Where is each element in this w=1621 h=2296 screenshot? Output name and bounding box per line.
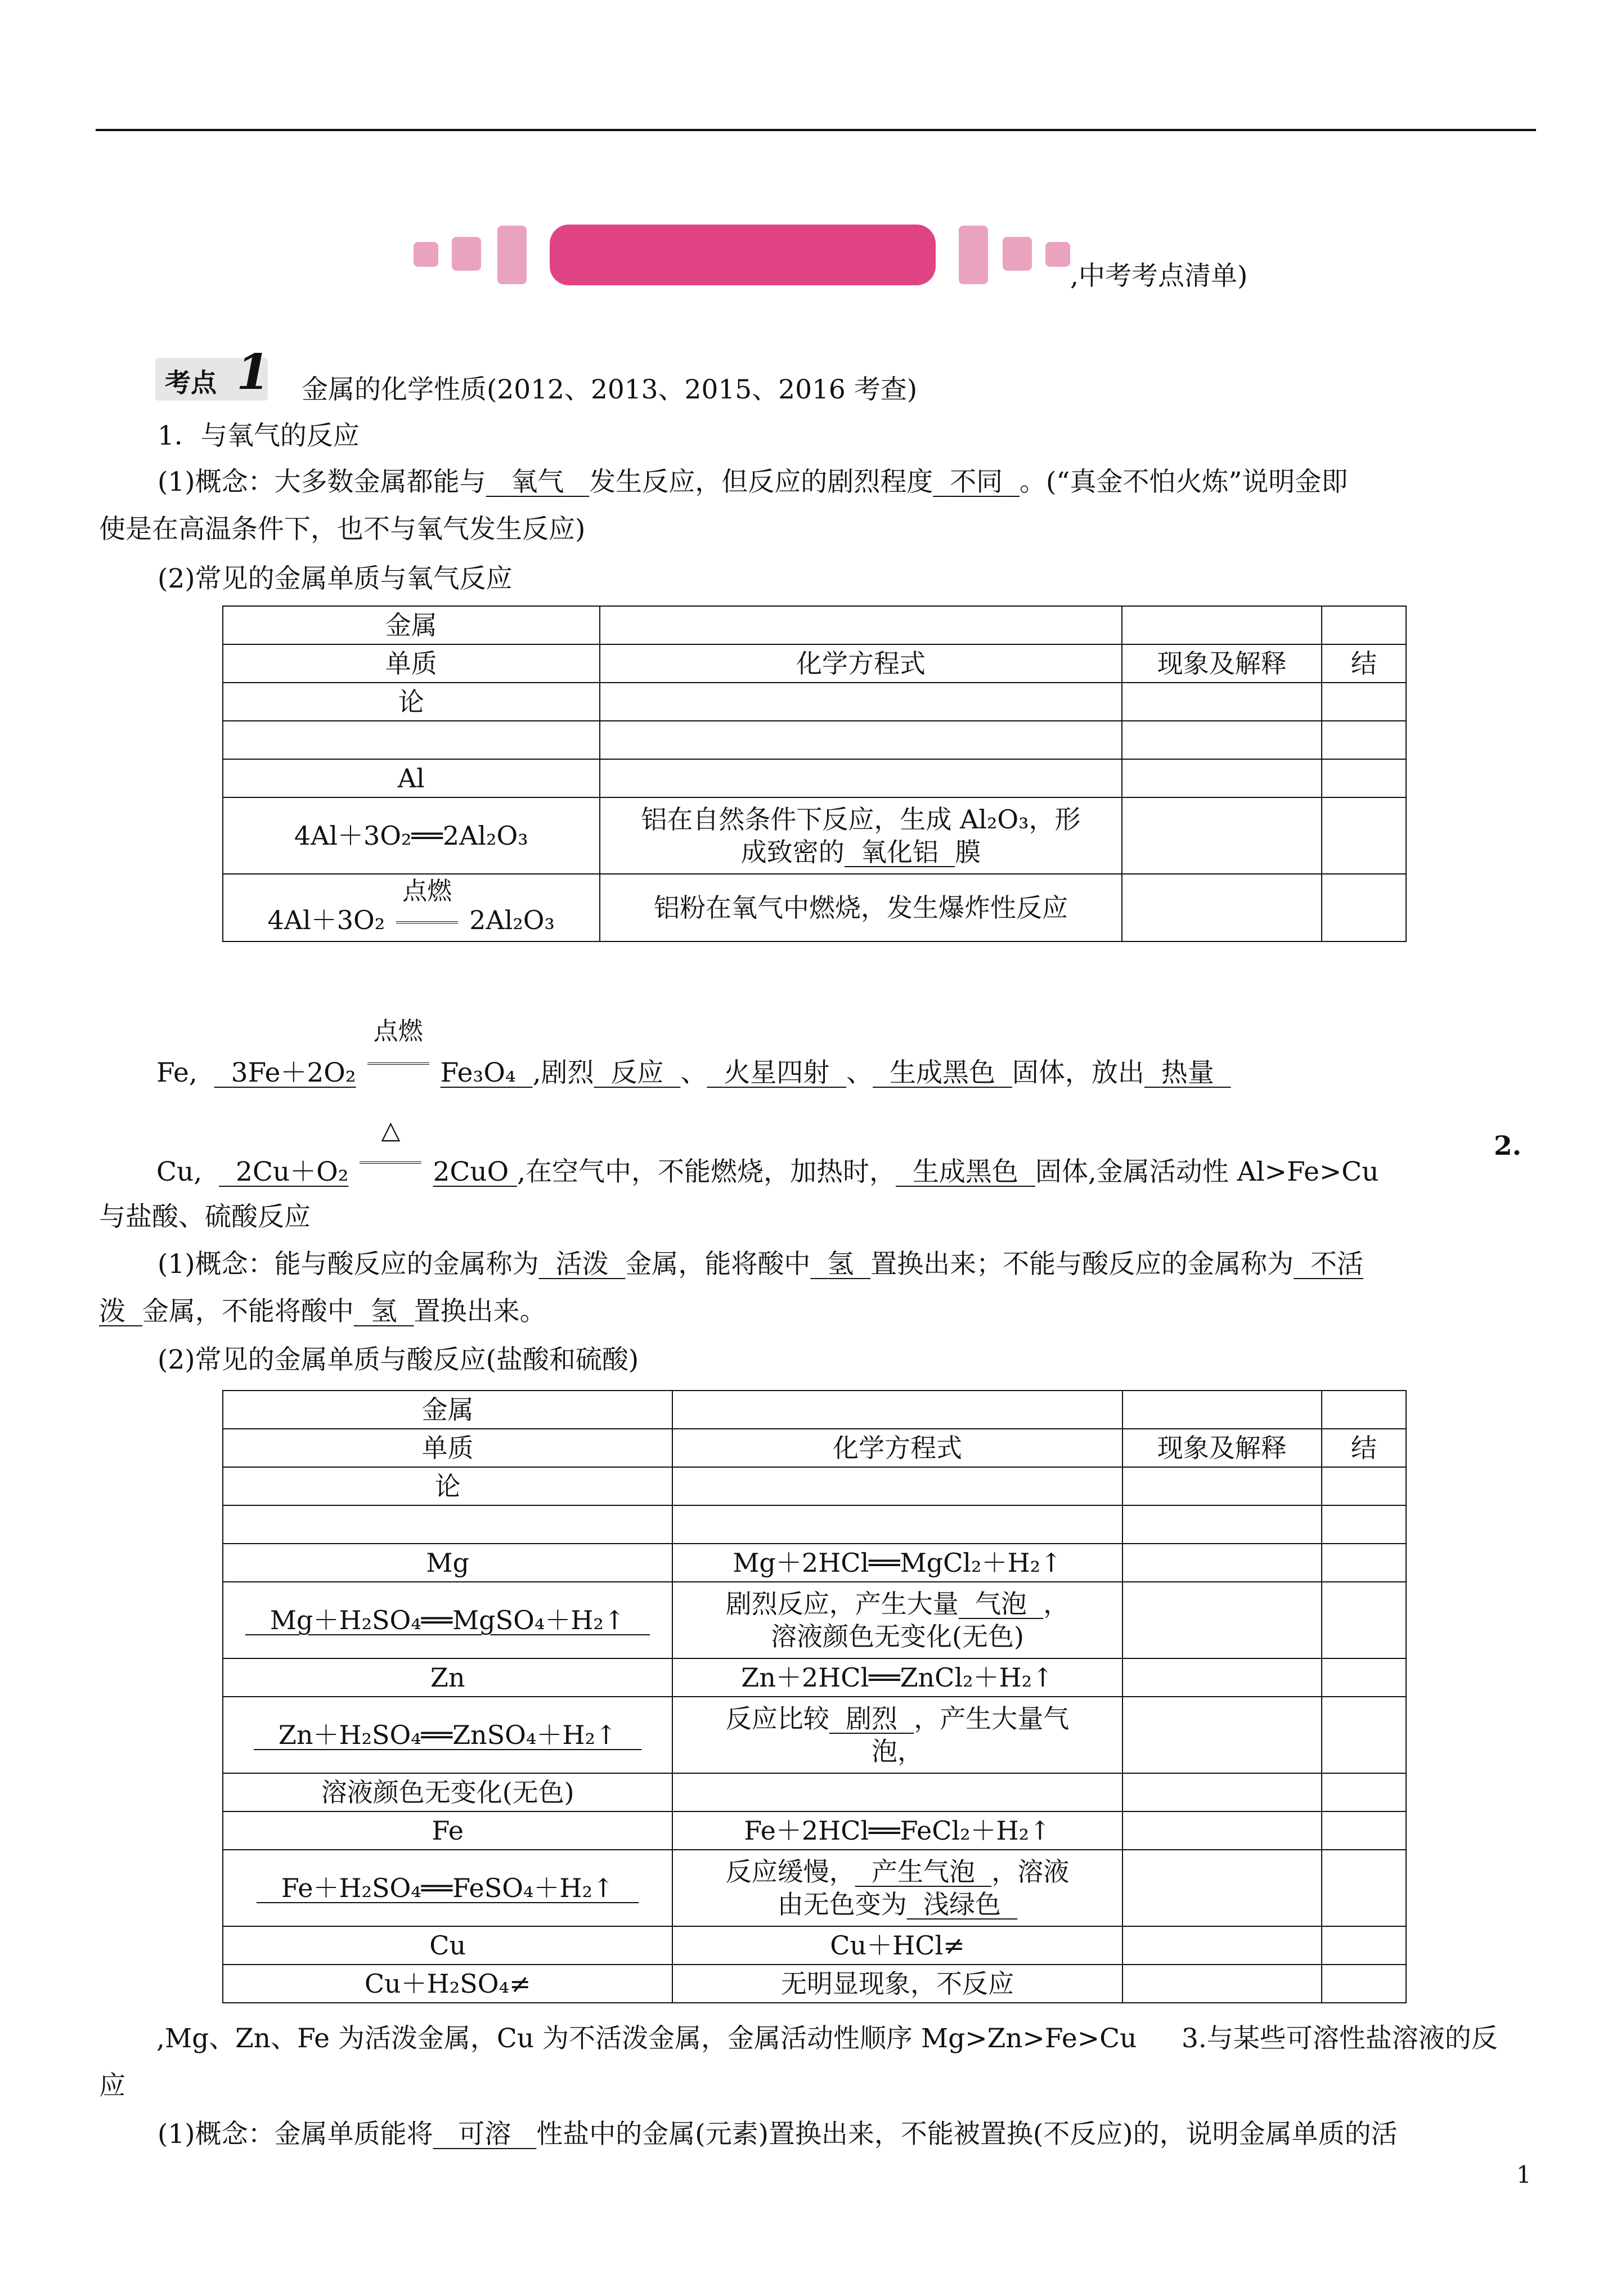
- s1-concept-line1: (1)概念：大多数金属都能与 氧气 发生反应，但反应的剧烈程度 不同 。(“真金不怕火炼”说明金即: [158, 467, 1348, 497]
- th-conclusion: 结: [1322, 1429, 1406, 1467]
- cell-mg: Mg: [223, 1544, 672, 1582]
- cell-cu-hcl: Cu＋HCl≠: [672, 1926, 1122, 1965]
- banner-dot-left-2: [452, 237, 481, 271]
- th-metal: 金属: [223, 606, 600, 644]
- page-number: 1: [1516, 2161, 1532, 2189]
- cell-mg-h2so4: Mg＋H₂SO₄══MgSO₄＋H₂↑: [223, 1582, 672, 1658]
- acid-reaction-table: [222, 1390, 1407, 2003]
- th-single: 单质: [223, 644, 600, 683]
- th-phenomenon: 现象及解释: [1122, 644, 1322, 683]
- cell-cu-h2so4: Cu＋H₂SO₄≠: [223, 1965, 672, 2003]
- s2-table-intro: (2)常见的金属单质与酸反应(盐酸和硫酸): [158, 1344, 639, 1375]
- header-rule: [96, 129, 1536, 131]
- s1-concept-line2: 使是在高温条件下，也不与氧气发生反应): [99, 514, 586, 545]
- section-title: ,中考考点清单): [1070, 261, 1248, 292]
- cell-zn-phen: 反应比较 剧烈 ，产生大量气 泡，: [672, 1697, 1122, 1773]
- cell-mg-hcl: Mg＋2HCl══MgCl₂＋H₂↑: [672, 1544, 1122, 1582]
- banner-dot-left-1: [414, 242, 438, 267]
- s1-table-intro: (2)常见的金属单质与氧气反应: [158, 563, 513, 594]
- banner-dot-left-3: [497, 226, 527, 284]
- s2-concept-line2: 泼 金属，不能将酸中 氢 置换出来。: [99, 1296, 546, 1327]
- s3-heading-a: 3.与某些可溶性盐溶液的反: [1182, 2023, 1498, 2054]
- th-lun: 论: [223, 1467, 672, 1505]
- blank-oxygen: 氧气: [511, 467, 564, 497]
- section-banner: [550, 225, 936, 285]
- s3-summary: ,Mg、Zn、Fe 为活泼金属，Cu 为不活泼金属，金属活动性顺序 Mg>Zn>Fe>Cu: [156, 2023, 1137, 2054]
- cu-reaction-line: Cu, 2Cu＋O₂ △ 2CuO ,在空气中，不能燃烧，加热时， 生成黑色 固体,金属活动性 Al>Fe>Cu: [156, 1116, 1379, 1187]
- banner-dot-right-2: [1003, 237, 1032, 271]
- fe-reaction-line: Fe, 3Fe＋2O₂ 点燃 Fe₃O₄ ,剧烈 反应 、 火星四射 、 生成黑色 固体，放出 热量: [156, 1017, 1214, 1088]
- cell-al-phen1: 铝在自然条件下反应，生成 Al₂O₃，形 成致密的 氧化铝 膜: [600, 797, 1122, 874]
- cell-fe-hcl: Fe＋2HCl══FeCl₂＋H₂↑: [672, 1811, 1122, 1850]
- cell-mg-phen: 剧烈反应，产生大量 气泡 ， 溶液颜色无变化(无色): [672, 1582, 1122, 1658]
- s2-concept-line1: (1)概念：能与酸反应的金属称为 活泼 金属，能将酸中 氢 置换出来；不能与酸反应的金属称为 不活: [158, 1249, 1364, 1280]
- cell-fe: Fe: [223, 1811, 672, 1850]
- cell-al-phen2: 铝粉在氧气中燃烧，发生爆炸性反应: [600, 874, 1122, 941]
- oxygen-reaction-table: [222, 606, 1407, 942]
- section2-number: 2.: [1494, 1131, 1522, 1162]
- cell-zn-extra: 溶液颜色无变化(无色): [223, 1773, 672, 1811]
- cell-fe-h2so4: Fe＋H₂SO₄══FeSO₄＋H₂↑: [223, 1850, 672, 1926]
- cell-zn-h2so4: Zn＋H₂SO₄══ZnSO₄＋H₂↑: [223, 1697, 672, 1773]
- cell-al: Al: [223, 759, 600, 797]
- th-metal: 金属: [223, 1391, 672, 1429]
- kaodian-title: 金属的化学性质(2012、2013、2015、2016 考查): [302, 374, 918, 405]
- cell-fe-phen: 反应缓慢， 产生气泡 ，溶液 由无色变为 浅绿色: [672, 1850, 1122, 1926]
- cell-zn-hcl: Zn＋2HCl══ZnCl₂＋H₂↑: [672, 1658, 1122, 1697]
- s1-heading: 1．与氧气的反应: [158, 420, 360, 451]
- blank-different: 不同: [950, 467, 1003, 497]
- cell-al-eq1: 4Al＋3O₂══2Al₂O₃: [223, 797, 600, 874]
- cell-zn: Zn: [223, 1658, 672, 1697]
- th-equation: 化学方程式: [600, 644, 1122, 683]
- kaodian-number: 1: [236, 344, 270, 401]
- s3-heading-b: 应: [99, 2070, 125, 2101]
- banner-dot-right-3: [1045, 242, 1070, 267]
- s3-concept-line1: (1)概念：金属单质能将 可溶 性盐中的金属(元素)置换出来，不能被置换(不反应)的，说明金属单质的活: [158, 2119, 1398, 2150]
- cell-al-eq2: 4Al＋3O₂ 点燃 2Al₂O₃: [223, 874, 600, 941]
- th-conclusion: 结: [1322, 644, 1406, 683]
- cell-cu: Cu: [223, 1926, 672, 1965]
- th-single: 单质: [223, 1429, 672, 1467]
- kaodian-label: 考点: [165, 367, 217, 398]
- s2-heading: 与盐酸、硫酸反应: [99, 1201, 311, 1232]
- th-lun: 论: [223, 683, 600, 721]
- th-phenomenon: 现象及解释: [1122, 1429, 1322, 1467]
- th-equation: 化学方程式: [672, 1429, 1122, 1467]
- banner-dot-right-1: [959, 226, 988, 284]
- cell-cu-phen: 无明显现象，不反应: [672, 1965, 1122, 2003]
